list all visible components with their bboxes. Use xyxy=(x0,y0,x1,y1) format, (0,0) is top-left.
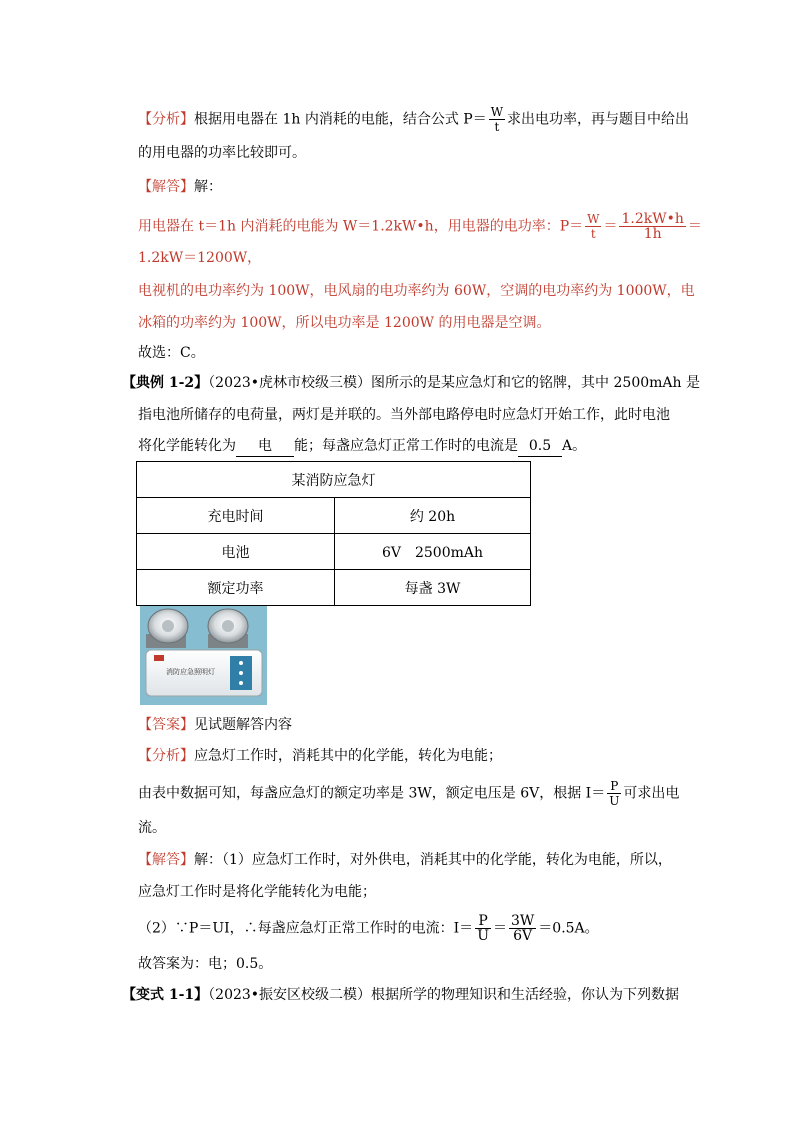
solution2-line-3: （2）∵P＝UI，∴每盏应急灯正常工作时的电流：I＝ $\frac{P}{U}$ ＝ $\frac{3W}{6V}$ ＝0.5A。 xyxy=(138,913,599,944)
emergency-light-photo xyxy=(140,606,267,705)
table-cell-label: 电池 xyxy=(137,534,335,570)
table-cell-label: 充电时间 xyxy=(137,498,335,534)
variant-tag: 【变式 1-1】 xyxy=(122,987,209,1003)
example-line-1: 【典例 1-2】（2023•虎林市校级三模）图所示的是某应急灯和它的铭牌，其中 2500mAh 是 xyxy=(122,375,700,391)
example-line-2: 指电池所储存的电荷量，两灯是并联的。当外部电路停电时应急灯开始工作，此时电池 xyxy=(138,407,670,423)
blank-answer-2: 0.5 xyxy=(518,436,562,457)
table-cell-value: 6V 2500mAh xyxy=(335,534,531,570)
table-cell-value: 每盏 3W xyxy=(335,570,531,606)
solution-line-2: 1.2kW＝1200W， xyxy=(138,250,262,266)
formula-fraction: $\frac{3W}{6V}$ xyxy=(511,913,535,944)
analysis-line-2: 的用电器的功率比较即可。 xyxy=(138,145,306,161)
formula-fraction: $\frac{P}{U}$ xyxy=(609,779,620,808)
analysis2-line-1: 【分析】应急灯工作时，消耗其中的化学能，转化为电能； xyxy=(138,748,502,764)
formula-fraction: $\frac{1.2kW•h}{1h}$ xyxy=(621,211,684,242)
table-title: 某消防应急灯 xyxy=(137,462,531,498)
formula-fraction: $\frac{P}{U}$ xyxy=(477,913,489,944)
variant-line-1: 【变式 1-1】（2023•振安区校级二模）根据所学的物理知识和生活经验，你认为下列数据 xyxy=(122,987,680,1003)
solution-line-3: 电视机的电功率约为 100W，电风扇的电功率约为 60W，空调的电功率约为 1000W，电 xyxy=(138,283,695,299)
blank-answer-1: 电 xyxy=(236,436,294,457)
svg-text:消防应急照明灯: 消防应急照明灯 xyxy=(166,668,215,676)
final-answer-line: 故答案为：电；0.5。 xyxy=(138,956,273,972)
analysis-tag: 【分析】 xyxy=(138,748,194,764)
analysis-text-b: 求出电功率，再与题目中给出 xyxy=(507,111,690,128)
formula-fraction: $\frac{W}{t}$ xyxy=(587,212,600,241)
analysis-line-1 xyxy=(138,105,689,134)
table-row xyxy=(137,534,531,570)
answer-line: 故选：C。 xyxy=(138,345,205,361)
answer-tag: 【答案】 xyxy=(138,717,194,733)
solution-line-1: 用电器在 t＝1h 内消耗的电能为 W＝1.2kW•h，用电器的电功率：P＝ $\frac{W}{t}$ ＝ $\frac{1.2kW•h}{1h}$ ＝ xyxy=(138,211,702,242)
solution-tag: 【解答】 xyxy=(138,852,194,868)
spec-table xyxy=(136,461,531,606)
solution-tag: 【解答】 xyxy=(138,179,194,195)
table-row xyxy=(137,570,531,606)
table-cell-value: 约 20h xyxy=(335,498,531,534)
solution-line-4: 冰箱的功率约为 100W，所以电功率是 1200W 的用电器是空调。 xyxy=(138,315,551,331)
formula-fraction: $\frac{W}{t}$ xyxy=(490,105,504,134)
answer2-line: 【答案】见试题解答内容 xyxy=(138,717,292,733)
analysis2-line-3: 流。 xyxy=(138,820,166,836)
table-cell-label: 额定功率 xyxy=(137,570,335,606)
analysis-tag: 【分析】 xyxy=(138,111,194,128)
emergency-light-illustration xyxy=(140,606,267,705)
table-row xyxy=(137,462,531,498)
table-row xyxy=(137,498,531,534)
analysis-text-a: 根据用电器在 1h 内消耗的电能，结合公式 P＝ xyxy=(194,111,487,128)
solution2-line-1: 【解答】解：（1）应急灯工作时，对外供电，消耗其中的化学能，转化为电能，所以， xyxy=(138,852,672,868)
analysis2-line-2: 由表中数据可知，每盏应急灯的额定功率是 3W，额定电压是 6V，根据 I＝ $\frac{P}{U}$ 可求出电 xyxy=(138,779,680,808)
solution2-line-2: 应急灯工作时是将化学能转化为电能； xyxy=(138,884,376,900)
example-tag: 【典例 1-2】 xyxy=(122,375,209,391)
example-line-3: 将化学能转化为 电 能；每盏应急灯正常工作时的电流是 0.5 A。 xyxy=(138,436,586,457)
solution-heading: 【解答】解： xyxy=(138,179,222,195)
